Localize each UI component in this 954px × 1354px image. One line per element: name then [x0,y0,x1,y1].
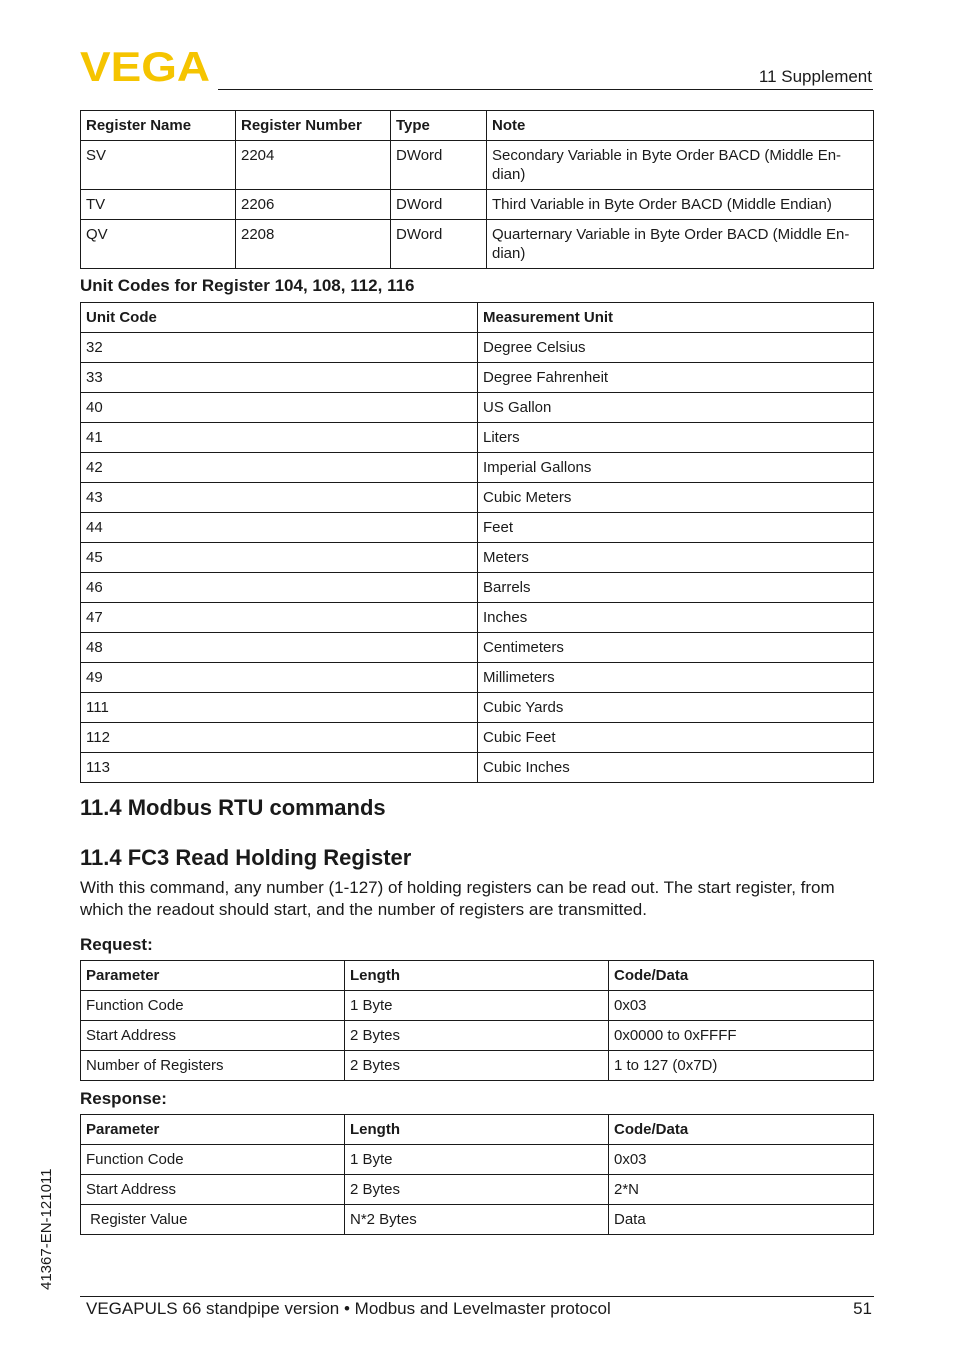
table-row [81,543,874,573]
table-cell: Quarternary Variable in Byte Order BACD (Middle En-dian) [487,220,874,269]
section-label: 11 Supplement [758,67,872,86]
table-header-row [81,303,874,333]
table-cell: Cubic Meters [478,483,874,513]
table-row [81,1175,874,1205]
table-row [81,220,874,269]
table-row [81,753,874,783]
table-cell: 2 Bytes [345,1021,609,1051]
table-cell: Function Code [81,1145,345,1175]
table-cell: 0x03 [609,1145,874,1175]
table-row [81,453,874,483]
request-label: Request: [80,935,153,954]
table-cell: 0x0000 to 0xFFFF [609,1021,874,1051]
column-header: Code/Data [609,961,874,991]
table-cell: Start Address [81,1175,345,1205]
table-row [81,1145,874,1175]
unit-codes-table [80,302,874,783]
table-cell: 45 [81,543,478,573]
table-cell: 49 [81,663,478,693]
table-cell: 2 Bytes [345,1175,609,1205]
response-label: Response: [80,1089,167,1108]
column-header: Register Number [236,111,391,141]
table-cell: Cubic Inches [478,753,874,783]
request-table [80,960,874,1081]
page-number: 51 [853,1299,872,1318]
table-cell: 2206 [236,190,391,220]
response-table [80,1114,874,1235]
table-row [81,663,874,693]
register-table [80,110,874,269]
table-cell: Secondary Variable in Byte Order BACD (Middle En-dian) [487,141,874,190]
table-cell: 1 Byte [345,1145,609,1175]
table-header-row [81,111,874,141]
table-cell: Liters [478,423,874,453]
table-cell: 43 [81,483,478,513]
table-cell: 2208 [236,220,391,269]
table-cell: 1 to 127 (0x7D) [609,1051,874,1081]
column-header: Measurement Unit [478,303,874,333]
table-header-row [81,961,874,991]
table-cell: 0x03 [609,991,874,1021]
table-cell: Degree Celsius [478,333,874,363]
table-cell: Register Value [81,1205,345,1235]
column-header: Note [487,111,874,141]
footer-title: VEGAPULS 66 standpipe version • Modbus and Levelmaster protocol [86,1299,611,1318]
table-row [81,573,874,603]
table-row [81,1021,874,1051]
table-cell: Barrels [478,573,874,603]
table-cell: TV [81,190,236,220]
table-cell: 48 [81,633,478,663]
table-cell: 40 [81,393,478,423]
svg-text:VEGA: VEGA [80,50,210,84]
column-header: Length [345,961,609,991]
table-cell: Millimeters [478,663,874,693]
table-cell: Number of Registers [81,1051,345,1081]
table-cell: 112 [81,723,478,753]
table-row [81,991,874,1021]
table-row [81,633,874,663]
unit-codes-title: Unit Codes for Register 104, 108, 112, 116 [80,276,415,295]
table-row [81,483,874,513]
header-rule [218,89,873,90]
table-cell: 113 [81,753,478,783]
section-heading-modbus: 11.4 Modbus RTU commands [80,795,386,820]
table-row [81,1051,874,1081]
column-header: Length [345,1115,609,1145]
table-row [81,141,874,190]
table-cell: Function Code [81,991,345,1021]
column-header: Unit Code [81,303,478,333]
column-header: Parameter [81,1115,345,1145]
table-cell: Third Variable in Byte Order BACD (Middle Endian) [487,190,874,220]
table-row [81,363,874,393]
table-cell: Inches [478,603,874,633]
table-cell: SV [81,141,236,190]
table-cell: 2*N [609,1175,874,1205]
column-header: Type [391,111,487,141]
table-cell: 2 Bytes [345,1051,609,1081]
table-row [81,723,874,753]
table-cell: Degree Fahrenheit [478,363,874,393]
table-cell: Meters [478,543,874,573]
table-cell: 111 [81,693,478,723]
table-cell: Centimeters [478,633,874,663]
table-row [81,393,874,423]
table-cell: 47 [81,603,478,633]
table-cell: Data [609,1205,874,1235]
table-cell: 46 [81,573,478,603]
table-row [81,603,874,633]
table-cell: DWord [391,220,487,269]
description-paragraph: With this command, any number (1-127) of holding registers can be read out. The start register, from which the readout should start, and the number of registers are transmitted. [80,878,835,919]
vega-logo [80,50,212,84]
table-cell: 41 [81,423,478,453]
table-cell: N*2 Bytes [345,1205,609,1235]
table-cell: Feet [478,513,874,543]
table-cell: US Gallon [478,393,874,423]
table-cell: 42 [81,453,478,483]
table-cell: 44 [81,513,478,543]
table-cell: 2204 [236,141,391,190]
table-row [81,190,874,220]
table-row [81,333,874,363]
table-cell: Start Address [81,1021,345,1051]
column-header: Register Name [81,111,236,141]
footer-rule [80,1296,874,1297]
table-row [81,423,874,453]
table-cell: 33 [81,363,478,393]
table-row [81,1205,874,1235]
document-code: 41367-EN-121011 [38,1168,55,1290]
table-cell: DWord [391,190,487,220]
table-row [81,513,874,543]
table-cell: Imperial Gallons [478,453,874,483]
table-cell: 1 Byte [345,991,609,1021]
table-cell: Cubic Feet [478,723,874,753]
table-cell: 32 [81,333,478,363]
table-cell: Cubic Yards [478,693,874,723]
section-heading-fc3: 11.4 FC3 Read Holding Register [80,845,412,870]
table-cell: QV [81,220,236,269]
table-header-row [81,1115,874,1145]
table-row [81,693,874,723]
column-header: Code/Data [609,1115,874,1145]
table-cell: DWord [391,141,487,190]
column-header: Parameter [81,961,345,991]
